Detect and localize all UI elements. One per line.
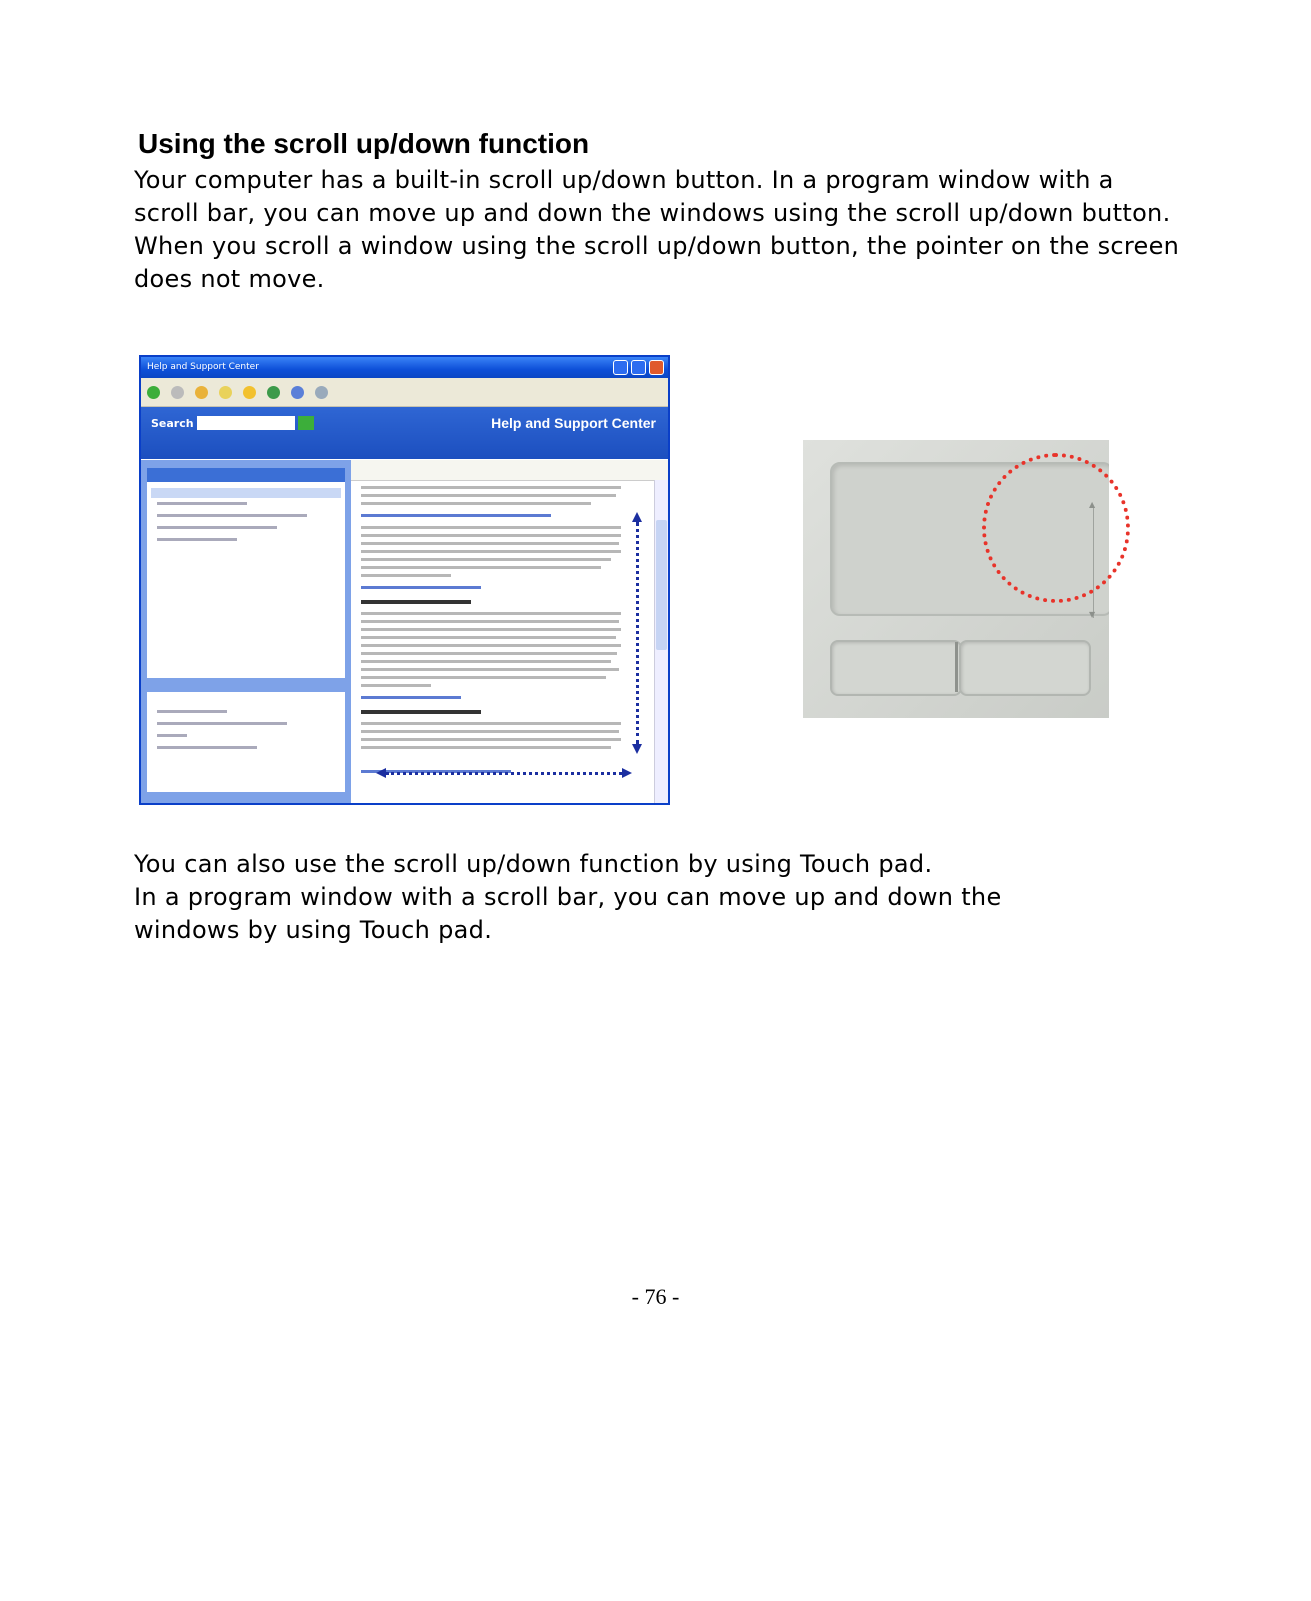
intro-paragraph [134,164,1214,296]
nav-row [147,730,345,742]
nav-row [147,510,345,522]
content-pane [351,460,668,803]
index-icon [219,386,232,399]
nav-row [147,498,345,510]
touchpad-left-button [830,640,962,696]
close-icon [649,360,664,375]
help-support-window-figure [139,355,670,805]
touchpad-line: In a program window with a scroll bar, you can move up and down the [134,883,1002,911]
whats-new-pane [147,468,345,678]
search-label: Search [151,417,194,430]
nav-row [147,534,345,546]
options-icon [315,386,328,399]
window-titlebar [141,357,668,378]
back-icon [147,386,160,399]
scroll-down-icon: ▼ [1089,610,1096,619]
search-input [197,416,295,430]
touchpad-button-divider [955,642,958,692]
horizontal-scroll-arrow-icon [386,772,622,775]
minimize-icon [613,360,628,375]
scroll-area-highlight-circle [982,453,1130,603]
scrollbar-thumb [656,520,667,650]
content-scrollbar [654,480,668,803]
home-icon [195,386,208,399]
forward-icon [171,386,184,399]
window-title: Help and Support Center [147,362,259,372]
nav-row [147,706,345,718]
intro-line: When you scroll a window using the scroll up/down button, the pointer on the screen [134,232,1180,260]
touchpad-right-button [959,640,1091,696]
banner-title: Help and Support Center [491,415,656,431]
nav-row [147,718,345,730]
nav-row [151,488,341,498]
maximize-icon [631,360,646,375]
left-nav-pane [141,460,351,803]
section-heading: Using the scroll up/down function [138,128,590,159]
window-toolbar [141,378,668,407]
scroll-up-icon: ▲ [1089,500,1096,509]
favorites-icon [243,386,256,399]
content-toolbar [351,460,668,481]
nav-row [147,742,345,754]
intro-line: Your computer has a built-in scroll up/down button. In a program window with a [134,166,1114,194]
window-body [141,460,668,803]
search-banner [141,407,668,459]
page-number: - 76 - [631,1284,680,1309]
pane-header [147,692,345,706]
touchpad-line: You can also use the scroll up/down function by using Touch pad. [134,850,933,878]
touchpad-line: windows by using Touch pad. [134,916,493,944]
intro-line: does not move. [134,265,325,293]
support-icon [291,386,304,399]
history-icon [267,386,280,399]
intro-line: scroll bar, you can move up and down the windows using the scroll up/down button. [134,199,1171,227]
see-also-pane [147,692,345,792]
touchpad-paragraph [134,848,1214,947]
nav-row [147,522,345,534]
pane-header [147,468,345,482]
search-go-icon [298,416,314,430]
vertical-scroll-arrow-icon [636,522,639,744]
